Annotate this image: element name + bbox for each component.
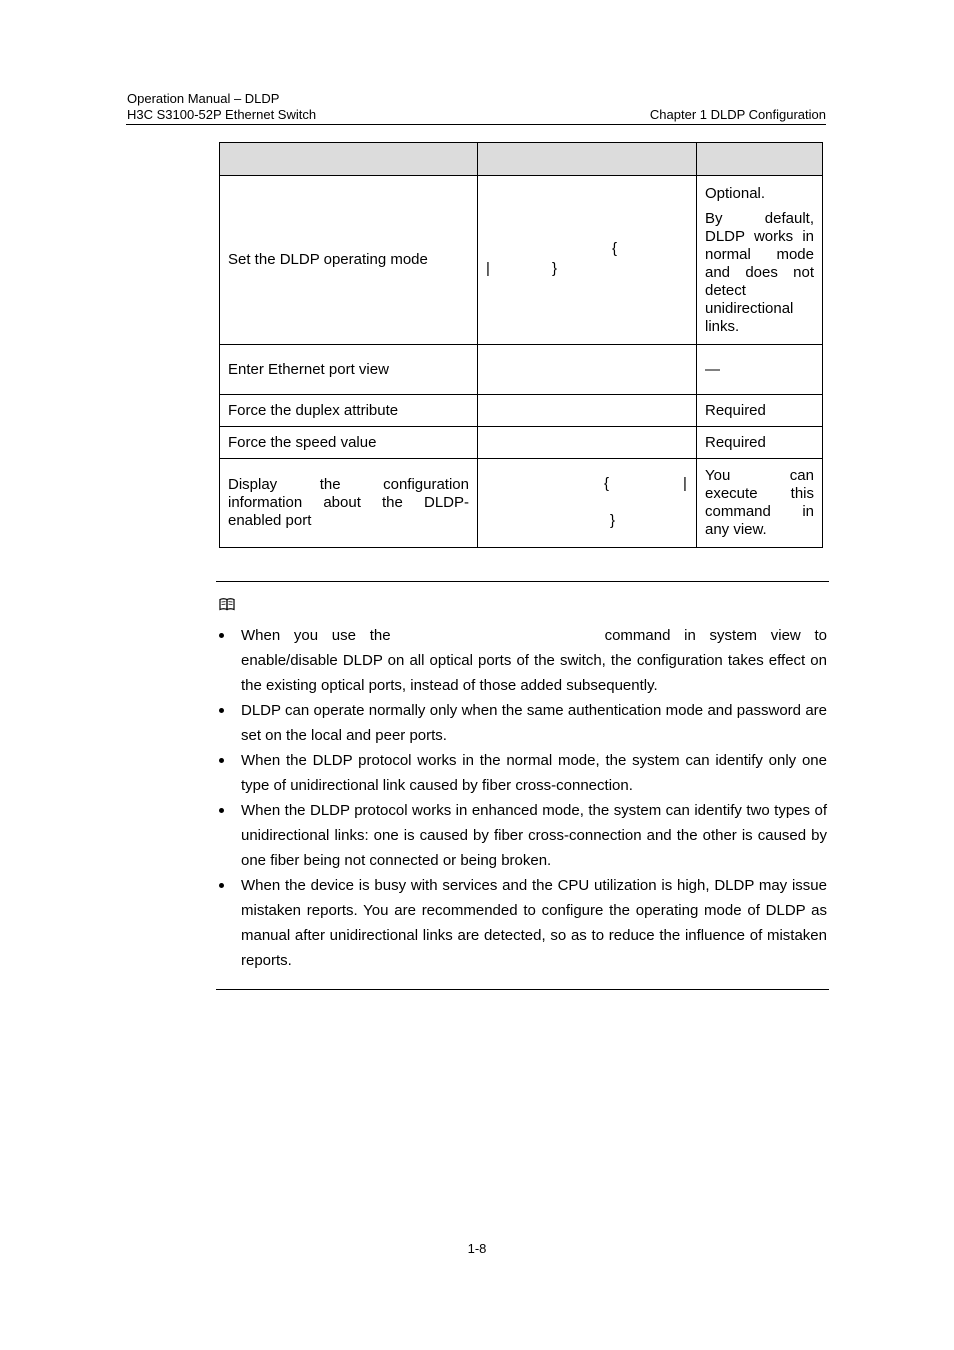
- config-table: [219, 142, 823, 548]
- pipe-separator: |: [486, 260, 490, 277]
- header-cell-operation: [220, 143, 478, 176]
- pipe-separator: |: [683, 475, 687, 492]
- bullet-icon: [219, 758, 224, 763]
- list-item: When the device is busy with services and the CPU utilization is high, DLDP may issue mistaken reports. You are recommended to configure the operating mode of DLDP as manual after unidirectional links are detected, so as to reduce the influence of mistaken reports.: [216, 873, 827, 973]
- remarks-cell: —: [697, 345, 823, 395]
- page-number: 1-8: [467, 1241, 487, 1256]
- command-cell: [478, 427, 697, 459]
- remarks-cell: Optional. By default, DLDP works in normal mode and does not detect unidirectional links.: [697, 176, 823, 345]
- chapter-title: Chapter 1 DLDP Configuration: [649, 107, 826, 122]
- command-cell: [478, 395, 697, 427]
- bullet-icon: [219, 708, 224, 713]
- note-bottom-rule: [216, 989, 829, 990]
- operation-cell: Force the speed value: [220, 427, 478, 459]
- command-cell: [478, 459, 697, 548]
- note-list: [216, 623, 827, 973]
- remarks-cell: Required: [697, 395, 823, 427]
- operation-cell: Enter Ethernet port view: [220, 345, 478, 395]
- list-item: When the DLDP protocol works in the normal mode, the system can identify only one type of unidirectional link caused by fiber cross-connection.: [216, 748, 827, 798]
- product-name: H3C S3100-52P Ethernet Switch: [127, 107, 317, 122]
- operation-cell: Display the configuration information about the DLDP-enabled port: [220, 459, 478, 548]
- operation-cell: Force the duplex attribute: [220, 395, 478, 427]
- table-header-row: [220, 143, 823, 176]
- header-rule: [126, 124, 826, 125]
- brace-close: }: [610, 512, 616, 529]
- brace-open: {: [604, 475, 610, 492]
- bullet-icon: [219, 883, 224, 888]
- list-item: DLDP can operate normally only when the same authentication mode and password are set on the local and peer ports.: [216, 698, 827, 748]
- operation-cell: Set the DLDP operating mode: [220, 176, 478, 345]
- list-item: When the DLDP protocol works in enhanced mode, the system can identify two types of unidirectional links: one is caused by fiber cross-connection and the other is caused by one fiber being not connected or being broken.: [216, 798, 827, 873]
- list-item: When you use the command in system view to enable/disable DLDP on all optical ports of the switch, the configuration takes effect on the existing optical ports, instead of those added subsequently.: [216, 623, 827, 698]
- brace-open: {: [612, 240, 618, 257]
- table-row: [220, 459, 823, 548]
- brace-close: }: [552, 260, 558, 277]
- note-top-rule: [216, 581, 829, 582]
- running-header-left: [127, 91, 316, 123]
- command-cell: [478, 345, 697, 395]
- table-row: [220, 176, 823, 345]
- command-cell: [478, 176, 697, 345]
- header-cell-remarks: [697, 143, 823, 176]
- bullet-icon: [219, 633, 224, 638]
- remarks-cell: You can execute this command in any view.: [697, 459, 823, 548]
- remarks-cell: Required: [697, 427, 823, 459]
- header-cell-command: [478, 143, 697, 176]
- bullet-icon: [219, 808, 224, 813]
- table-row: [220, 345, 823, 395]
- table-row: [220, 427, 823, 459]
- book-icon: [219, 597, 235, 611]
- table-row: [220, 395, 823, 427]
- manual-title: Operation Manual – DLDP: [127, 91, 280, 106]
